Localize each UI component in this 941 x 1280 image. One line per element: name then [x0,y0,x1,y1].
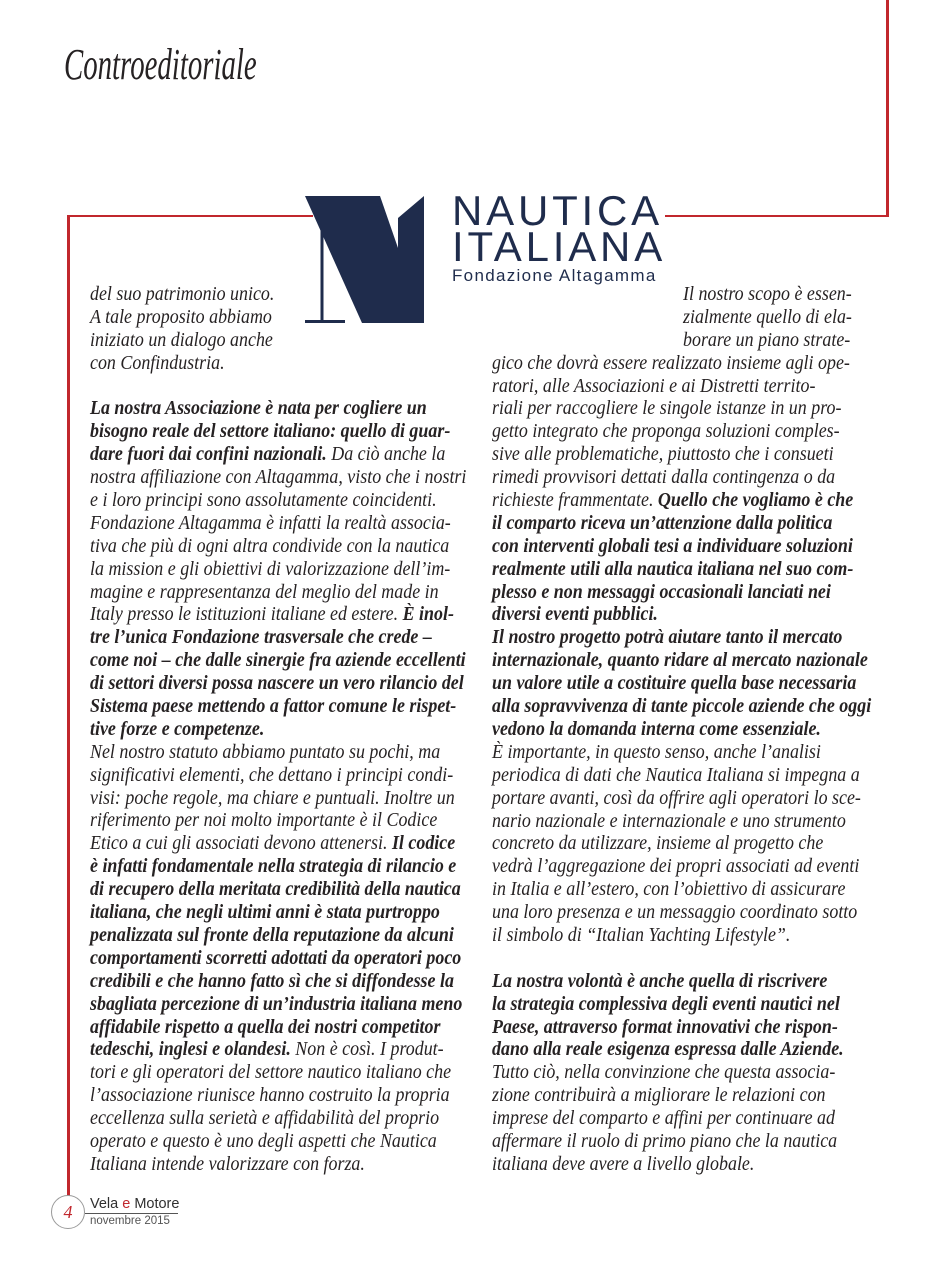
text-line [90,582,466,605]
text-run: richieste frammentate. [492,490,654,512]
text-line [492,833,871,856]
bold-text-run: tive forze e competenze. [90,718,265,740]
text-line [90,330,466,353]
text-line [90,1039,466,1062]
text-line [90,1108,466,1131]
text-run: Etico a cui gli associati devono attenersi. [90,833,388,855]
text-line [492,811,871,834]
text-line [492,650,871,673]
text-line [90,559,466,582]
text-line [492,742,871,765]
text-line [90,536,466,559]
article-right-column [492,353,904,1177]
text-line [492,856,871,879]
text-run: zione contribuirà a migliorare le relazioni con [492,1085,826,1107]
text-run: Il nostro scopo è essen- [683,284,852,305]
bold-text-run: plesso e non messaggi occasionali lanciati nei [492,581,831,603]
text-run: il simbolo di “Italian Yachting Lifestyle”. [492,924,791,946]
text-run: borare un piano strate- [683,329,851,351]
text-run: vedrà l’aggregazione dei propri associati ad eventi [492,856,860,878]
text-line [492,788,871,811]
magazine-name-word1: Vela [90,1196,119,1212]
red-rule-left-horizontal [67,215,313,218]
bold-text-run: come noi – che dalle sinergie fra aziende eccellenti [90,650,466,672]
bold-text-run: il comparto riceva un’attenzione dalla politica [492,512,833,534]
text-line [90,353,466,376]
text-run: periodica di dati che Nautica Italiana si impegna a [492,764,860,786]
text-run: magine e rappresentanza del meglio del made in [90,581,439,603]
text-run: visi: poche regole, ma chiare e puntuali. Inoltre un [90,787,455,809]
text-run: con Confindustria. [90,352,225,374]
text-line [90,513,466,536]
text-line [492,582,871,605]
text-line [492,627,871,650]
text-run: ratori, alle Associazioni e ai Distretti territo- [492,375,816,397]
bold-text-run: un valore utile a costituire quella base necessaria [492,673,857,695]
text-run: significativi elementi, che dettano i principi condi- [90,764,454,786]
text-line [492,421,871,444]
bold-text-run: La nostra Associazione è nata per cogliere un [90,398,427,420]
text-line [492,673,871,696]
red-rule-right-horizontal [665,215,889,218]
text-line [492,719,871,742]
text-line [90,627,466,650]
text-run: tiva che più di ogni altra condivide con la nautica [90,535,450,557]
text-run: del suo patrimonio unico. [90,284,275,305]
bold-text-run: Quello che vogliamo è che [653,490,854,512]
text-line [492,902,871,925]
text-line [90,833,466,856]
text-run: Nel nostro statuto abbiamo puntato su pochi, ma [90,741,441,763]
text-line [492,513,871,536]
text-line [683,330,852,353]
text-line [90,398,466,421]
text-line [492,559,871,582]
text-line [90,490,466,513]
page-number: 4 [63,1202,73,1222]
bold-text-run: di settori diversi possa nascere un vero rilancio del [90,673,464,695]
text-line [492,1085,871,1108]
text-line [90,994,466,1017]
text-line [90,902,466,925]
text-run: riferimento per noi molto importante è il Codice [90,810,438,832]
text-run: nostra affiliazione con Altagamma, visto che i nostri [90,467,467,489]
bold-text-run: bisogno reale del settore italiano: quello di guar- [90,421,451,443]
text-line [492,398,871,421]
section-title: Controeditoriale [64,40,257,89]
bold-text-run: tre l’unica Fondazione trasversale che crede – [90,627,432,649]
text-line [90,467,466,490]
red-rule-top-right-vertical [886,0,889,217]
text-run: Non è così. I produt- [290,1039,444,1061]
text-line [90,673,466,696]
text-run: gico che dovrà essere realizzato insieme agli ope- [492,352,850,374]
text-line [492,765,871,788]
bold-text-run: comportamenti scorretti adottati da operatori poco [90,947,462,969]
text-run: rimedi provvisori dettati dalla contingenza o da [492,467,836,489]
text-line [90,719,466,742]
magazine-name-conjunction: e [122,1196,131,1212]
text-line [90,742,466,765]
text-line [90,1017,466,1040]
bold-text-run: Il nostro progetto potrà aiutare tanto il mercato [492,627,843,649]
text-line [683,307,852,330]
text-line [90,971,466,994]
article-right-column-intro [683,284,867,353]
magazine-name-word2: Motore [134,1196,180,1212]
text-run: Italy presso le istituzioni italiane ed estere. [90,604,399,626]
text-line [90,879,466,902]
text-line [90,856,466,879]
text-line [492,1017,871,1040]
text-line [492,536,871,559]
text-run: una loro presenza e un messaggio coordinato sotto [492,902,858,924]
text-line [90,765,466,788]
text-run: l’associazione riunisce hanno costruito la propria [90,1085,450,1107]
text-line [90,788,466,811]
text-line [492,467,871,490]
red-rule-left-vertical [67,215,70,1196]
logo-name-line2: ITALIANA [452,223,667,270]
text-run: Italiana intende valorizzare con forza. [90,1153,365,1175]
text-run: portare avanti, così da offrire agli operatori lo sce- [492,787,861,809]
text-run: sive alle problematiche, piuttosto che i consueti [492,444,834,466]
logo-subtitle: Fondazione Altagamma [452,266,657,285]
bold-text-run: di recupero della meritata credibilità della nautica [90,879,461,901]
bold-text-run: dano alla reale esigenza espressa dalle Aziende. [492,1039,844,1061]
logo-name-line1: NAUTICA [452,187,663,234]
text-run: operato e questo è uno degli aspetti che Nautica [90,1130,437,1152]
bold-text-run: la strategia complessiva degli eventi nautici nel [492,993,840,1015]
text-line [90,696,466,719]
bold-text-run: Il codice [387,833,456,855]
text-line [492,1108,871,1131]
text-line [90,948,466,971]
text-run: eccellenza sulla serietà e affidabilità del proprio [90,1108,440,1130]
text-line [90,307,466,330]
bold-text-run: È inol- [398,604,454,626]
text-run: getto integrato che proponga soluzioni comples- [492,421,840,443]
text-line [492,1062,871,1085]
text-line [90,1085,466,1108]
bold-text-run: dare fuori dai confini nazionali. [90,444,327,466]
bold-text-run: con interventi globali tesi a individuare soluzioni [492,535,853,557]
text-run: È importante, in questo senso, anche l’analisi [492,741,821,763]
text-line [492,604,871,627]
text-run: Fondazione Altagamma è infatti la realtà associa- [90,512,451,534]
text-run: imprese del comparto e affini per continuare ad [492,1108,835,1130]
bold-text-run: alla sopravvivenza di tante piccole aziende che oggi [492,696,872,718]
text-run: concreto da utilizzare, insieme al progetto che [492,833,824,855]
text-run: Da ciò anche la [326,444,446,466]
bold-text-run: penalizzata sul fronte della reputazione da alcuni [90,924,454,946]
article-left-column [90,284,499,1177]
text-line [90,421,466,444]
text-line [90,604,466,627]
text-line [683,284,852,307]
blank-line [90,376,466,399]
text-run: tori e gli operatori del settore nautico italiano che [90,1062,452,1084]
text-line [492,696,871,719]
magazine-name [90,1196,179,1212]
issue-date: novembre 2015 [90,1215,170,1227]
text-run: iniziato un dialogo anche [90,329,273,351]
text-line [90,810,466,833]
bold-text-run: credibili e che hanno fatto sì che si diffondesse la [90,970,454,992]
text-line [492,353,871,376]
text-line [90,284,466,307]
magazine-name-underline [85,1213,178,1214]
page-number-badge [51,1195,85,1229]
text-line [90,1062,466,1085]
text-line [492,925,871,948]
text-run: la mission e gli obiettivi di valorizzazione dell’im- [90,558,451,580]
bold-text-run: tedeschi, inglesi e olandesi. [90,1039,291,1061]
text-line [492,879,871,902]
text-line [492,444,871,467]
blank-line [492,948,871,971]
bold-text-run: affidabile rispetto a quella dei nostri competitor [90,1016,441,1038]
text-line [492,994,871,1017]
text-run: e i loro principi sono assolutamente coincidenti. [90,490,437,512]
text-run: zialmente quello di ela- [683,306,852,328]
bold-text-run: La nostra volontà è anche quella di riscrivere [492,970,828,992]
bold-text-run: realmente utili alla nautica italiana nel suo com- [492,558,854,580]
text-run: nario nazionale e internazionale e uno strumento [492,810,846,832]
text-line [492,1154,871,1177]
text-run: italiana deve avere a livello globale. [492,1153,755,1175]
bold-text-run: è infatti fondamentale nella strategia di rilancio e [90,856,457,878]
bold-text-run: Paese, attraverso format innovativi che rispon- [492,1016,838,1038]
bold-text-run: diversi eventi pubblici. [492,604,658,626]
text-line [492,1131,871,1154]
text-run: Tutto ciò, nella convinzione che questa associa- [492,1062,836,1084]
text-line [90,444,466,467]
bold-text-run: italiana, che negli ultimi anni è stata purtroppo [90,902,440,924]
text-line [492,971,871,994]
text-line [492,376,871,399]
text-line [90,1154,466,1177]
text-line [90,925,466,948]
text-run: A tale proposito abbiamo [90,306,272,328]
bold-text-run: Sistema paese mettendo a fattor comune le rispet- [90,696,457,718]
text-line [90,650,466,673]
bold-text-run: vedono la domanda interna come essenziale. [492,718,821,740]
text-run: in Italia e all’estero, con l’obiettivo di assicurare [492,879,846,901]
text-line [492,1039,871,1062]
bold-text-run: internazionale, quanto ridare al mercato nazionale [492,650,868,672]
text-run: riali per raccogliere le singole istanze in un pro- [492,398,842,420]
text-line [492,490,871,513]
text-line [90,1131,466,1154]
bold-text-run: sbagliata percezione di un’industria italiana meno [90,993,463,1015]
text-run: affermare il ruolo di primo piano che la nautica [492,1130,838,1152]
